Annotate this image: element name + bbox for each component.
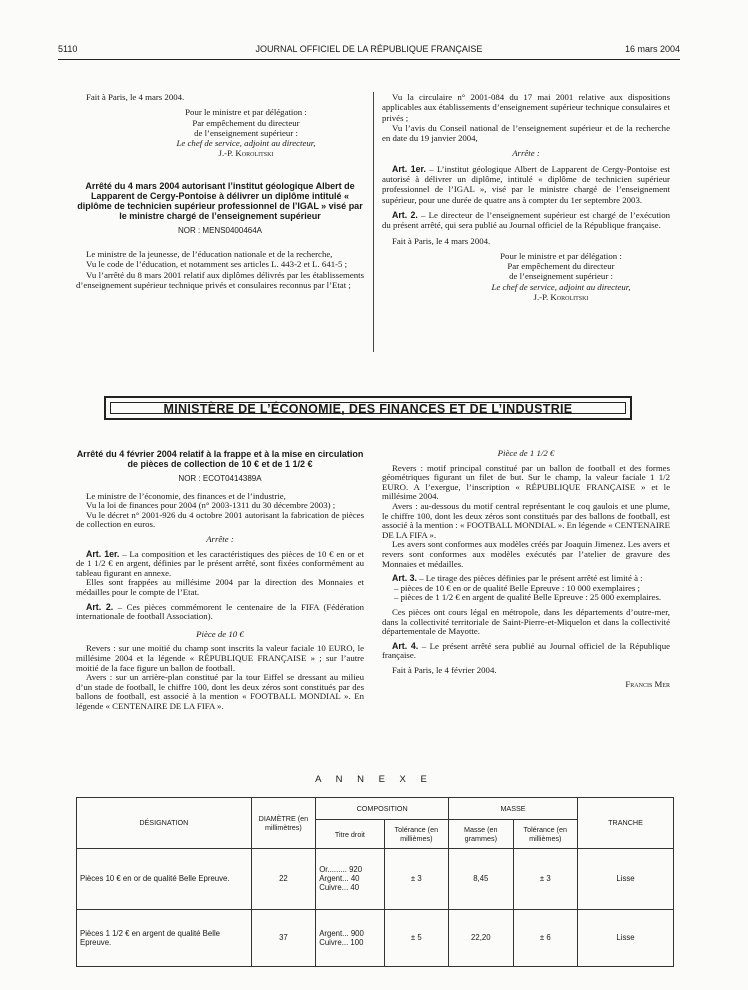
tirage-list (382, 584, 670, 603)
article-label: Art. 3. (392, 573, 417, 584)
table-row (77, 848, 674, 909)
article-4: Art. 4. – Le présent arrêté sera publié au Journal officiel de la République française. (382, 640, 670, 661)
cell-masse: 8,45 (449, 848, 513, 909)
header-tolerance: Tolérance (en millièmes) (384, 820, 448, 849)
list-item: – pièces de 10 € en or de qualité Belle Epreuve : 10 000 exemplaires ; (404, 584, 670, 594)
cell-diametre: 22 (251, 848, 316, 909)
article-2: Art. 2. – Ces pièces commémorent le centenaire de la FIFA (Fédération internationale de football Association). (76, 601, 364, 622)
nor-reference: NOR : ECOT0414389A (178, 474, 262, 483)
paragraph: Vu le décret n° 2001-926 du 4 octobre 2001 autorisant la fabrication de pièces de collection en euros. (76, 509, 364, 530)
header-masse-grammes: Masse (en grammes) (449, 820, 513, 849)
paragraph: Revers : motif principal constitué par un ballon de football et des formes géométriques figurant un filet de but. Sur le champ, la valeur faciale 1 1/2 EURO. A l’exergue, l’inscription « RÉPUBLIQUE FRANÇAISE » et le millésime 2004. (382, 462, 670, 502)
header-rule (58, 59, 680, 60)
signature-line: Pour le ministre et par délégation : (185, 107, 307, 118)
signature-line: Le chef de service, adjoint au directeur, (491, 281, 631, 292)
paragraph: Vu la loi de finances pour 2004 (n° 2003-1311 du 30 décembre 2003) ; (86, 500, 336, 511)
signature-line: Le chef de service, adjoint au directeur, (176, 138, 316, 149)
left-column-bottom (76, 449, 364, 711)
article-label: Art. 1er. (392, 163, 426, 174)
paragraph: Vu l’avis du Conseil national de l’enseignement supérieur et de la recherche en date du 19 janvier 2004, (382, 122, 670, 144)
article-label: Art. 2. (86, 601, 114, 612)
paragraph: Avers : au-dessous du motif central représentant le coq gaulois et une plume, le chiffre 100, dont les deux zéros sont constitués par des ballons de football, est associé à la mention : « FOOTBALL MONDIAL ». En légende « CENTENAIRE DE LA FIFA ». (382, 500, 670, 540)
header-diametre: DIAMÈTRE (en millimètres) (251, 798, 316, 849)
cell-tolerance: ± 5 (384, 909, 448, 966)
arrete-title: Arrêté du 4 mars 2004 autorisant l’institut géologique Albert de Lapparent de Cergy-Pontoise à délivrer un diplôme intitulé « diplôme de technicien supérieur professionnel de l’IGAL » visé par le ministre chargé de l’enseignement supérieur (77, 180, 363, 221)
signature-line: de l’enseignement supérieur : (509, 271, 613, 282)
cell-diametre: 37 (251, 909, 316, 966)
paragraph: Vu le code de l’éducation, et notamment ses articles L. 443-2 et L. 641-5 ; (86, 259, 348, 270)
list-item: – pièces de 1 1/2 € en argent de qualité Belle Epreuve : 25 000 exemplaires. (404, 593, 670, 603)
cell-designation: Pièces 1 1/2 € en argent de qualité Belle Epreuve. (77, 909, 252, 966)
section-heading: Pièce de 10 € (196, 628, 244, 639)
arrete-heading: Arrête : (206, 533, 234, 544)
cell-tranche: Lisse (578, 848, 674, 909)
article-3: Art. 3. – Le tirage des pièces définies par le présent arrêté est limité à : (392, 573, 643, 584)
signature-line: Par empêchement du directeur (192, 117, 300, 128)
signature-line: Par empêchement du directeur (507, 261, 615, 272)
annexe-title: A N N E X E (315, 774, 433, 785)
cell-tranche: Lisse (578, 909, 674, 966)
article-label: Art. 4. (392, 640, 419, 651)
arrete-title: Arrêté du 4 février 2004 relatif à la frappe et à la mise en circulation de pièces de collection de 10 € et de 1 1/2 € (76, 449, 364, 469)
article-1: Art. 1er. – L’institut géologique Albert de Lapparent de Cergy-Pontoise est autorisé à délivrer un diplôme, intitulé « diplôme de technicien supérieur professionnel de l’IGAL », visé par le ministre chargé de l’enseignement supérieur, pour une durée de quatre ans à compter du 1er septembre 2003. (382, 163, 670, 205)
right-column-bottom (382, 449, 670, 690)
cell-tolerance-masse: ± 6 (513, 909, 577, 966)
cell-tolerance: ± 3 (384, 848, 448, 909)
column-divider (373, 92, 374, 352)
fait-a-paris: Fait à Paris, le 4 mars 2004. (86, 92, 185, 102)
arrete-heading: Arrête : (512, 148, 540, 159)
header-composition: COMPOSITION (316, 798, 449, 820)
paragraph: Le ministre de la jeunesse, de l’éducation nationale et de la recherche, (86, 249, 333, 260)
header-masse: MASSE (449, 798, 578, 820)
paragraph: Avers : sur un arrière-plan constitué par la tour Eiffel se dressant au milieu d’un stade de football, le chiffre 100, dont les deux zéros sont constitués par des ballons de football, est associé à la mention « FOOTBALL MONDIAL ». En légende « CENTENAIRE DE LA FIFA ». (76, 672, 364, 711)
article-1: Art. 1er. – La composition et les caractéristiques des pièces de 10 € en or et de 1 1/2 € en argent, définies par le présent arrêté, sont fixées conformément au tableau figurant en annexe. (76, 548, 364, 578)
paragraph: Elles sont frappées au millésime 2004 par la direction des Monnaies et médailles pour le compte de l’Etat. (76, 577, 364, 597)
table-row (77, 909, 674, 966)
paragraph: Vu l’arrêté du 8 mars 2001 relatif aux diplômes délivrés par les établissements d’enseignement supérieur technique privés et consulaires reconnus par l’Etat ; (76, 269, 364, 290)
ministry-banner (104, 396, 632, 420)
annexe-table (76, 797, 674, 967)
fait-a-paris: Fait à Paris, le 4 février 2004. (392, 664, 497, 675)
issue-date: 16 mars 2004 (624, 44, 680, 54)
cell-tolerance-masse: ± 3 (513, 848, 577, 909)
section-heading: Pièce de 1 1/2 € (497, 448, 555, 458)
paragraph: Les avers sont conformes aux modèles créés par Joaquin Jimenez. Les avers et revers sont conformes aux modèles exécutés par l’atelier de gravure des Monnaies et médailles. (382, 539, 670, 569)
paragraph: Ces pièces ont cours légal en métropole, dans les départements d’outre-mer, dans la collectivité territoriale de Saint-Pierre-et-Miquelon et dans la collectivité départementale de Mayotte. (382, 606, 670, 637)
cell-designation: Pièces 10 € en or de qualité Belle Epreuve. (77, 848, 252, 909)
signature-line: de l’enseignement supérieur : (194, 127, 298, 138)
cell-titre: Or......... 920 Argent... 40 Cuivre... 40 (316, 848, 384, 909)
signatory-name: J.-P. Korolitski (218, 148, 274, 159)
running-header (58, 44, 680, 58)
signatory-name: Francis Mer (625, 679, 670, 690)
nor-reference: NOR : MENS0400464A (177, 225, 263, 235)
page-number: 5110 (58, 44, 78, 54)
signature-line: Pour le ministre et par délégation : (500, 250, 622, 261)
paragraph: Le ministre de l’économie, des finances et de l’industrie, (86, 490, 286, 501)
cell-titre: Argent... 900 Cuivre... 100 (316, 909, 384, 966)
header-designation: DÉSIGNATION (77, 798, 252, 849)
journal-title: JOURNAL OFFICIEL DE LA RÉPUBLIQUE FRANÇAISE (255, 44, 483, 54)
fait-a-paris: Fait à Paris, le 4 mars 2004. (392, 235, 491, 246)
header-tranche: TRANCHE (578, 798, 674, 849)
article-label: Art. 1er. (86, 548, 120, 559)
ministry-title: MINISTÈRE DE L’ÉCONOMIE, DES FINANCES ET DE L’INDUSTRIE (110, 402, 626, 414)
header-titre: Titre droit (316, 820, 384, 849)
paragraph: Vu la circulaire n° 2001-084 du 17 mai 2001 relative aux dispositions applicables aux établissements d’enseignement supérieur technique consulaires et privés ; (382, 92, 670, 123)
signatory-name: J.-P. Korolitski (533, 292, 589, 303)
header-tolerance-masse: Tolérance (en millièmes) (513, 820, 577, 849)
cell-masse: 22,20 (449, 909, 513, 966)
article-2: Art. 2. – Le directeur de l’enseignement supérieur est chargé de l’exécution du présent arrêté, qui sera publié au Journal officiel de la République française. (382, 209, 671, 231)
left-column-top (76, 92, 364, 290)
right-column-top (382, 92, 670, 302)
paragraph: Revers : sur une moitié du champ sont inscrits la valeur faciale 10 EURO, le millésime 2004 et la légende « RÉPUBLIQUE FRANÇAISE » ; sur l’autre moitié de la face figure un ballon de football. (76, 643, 364, 673)
article-label: Art. 2. (392, 209, 418, 220)
